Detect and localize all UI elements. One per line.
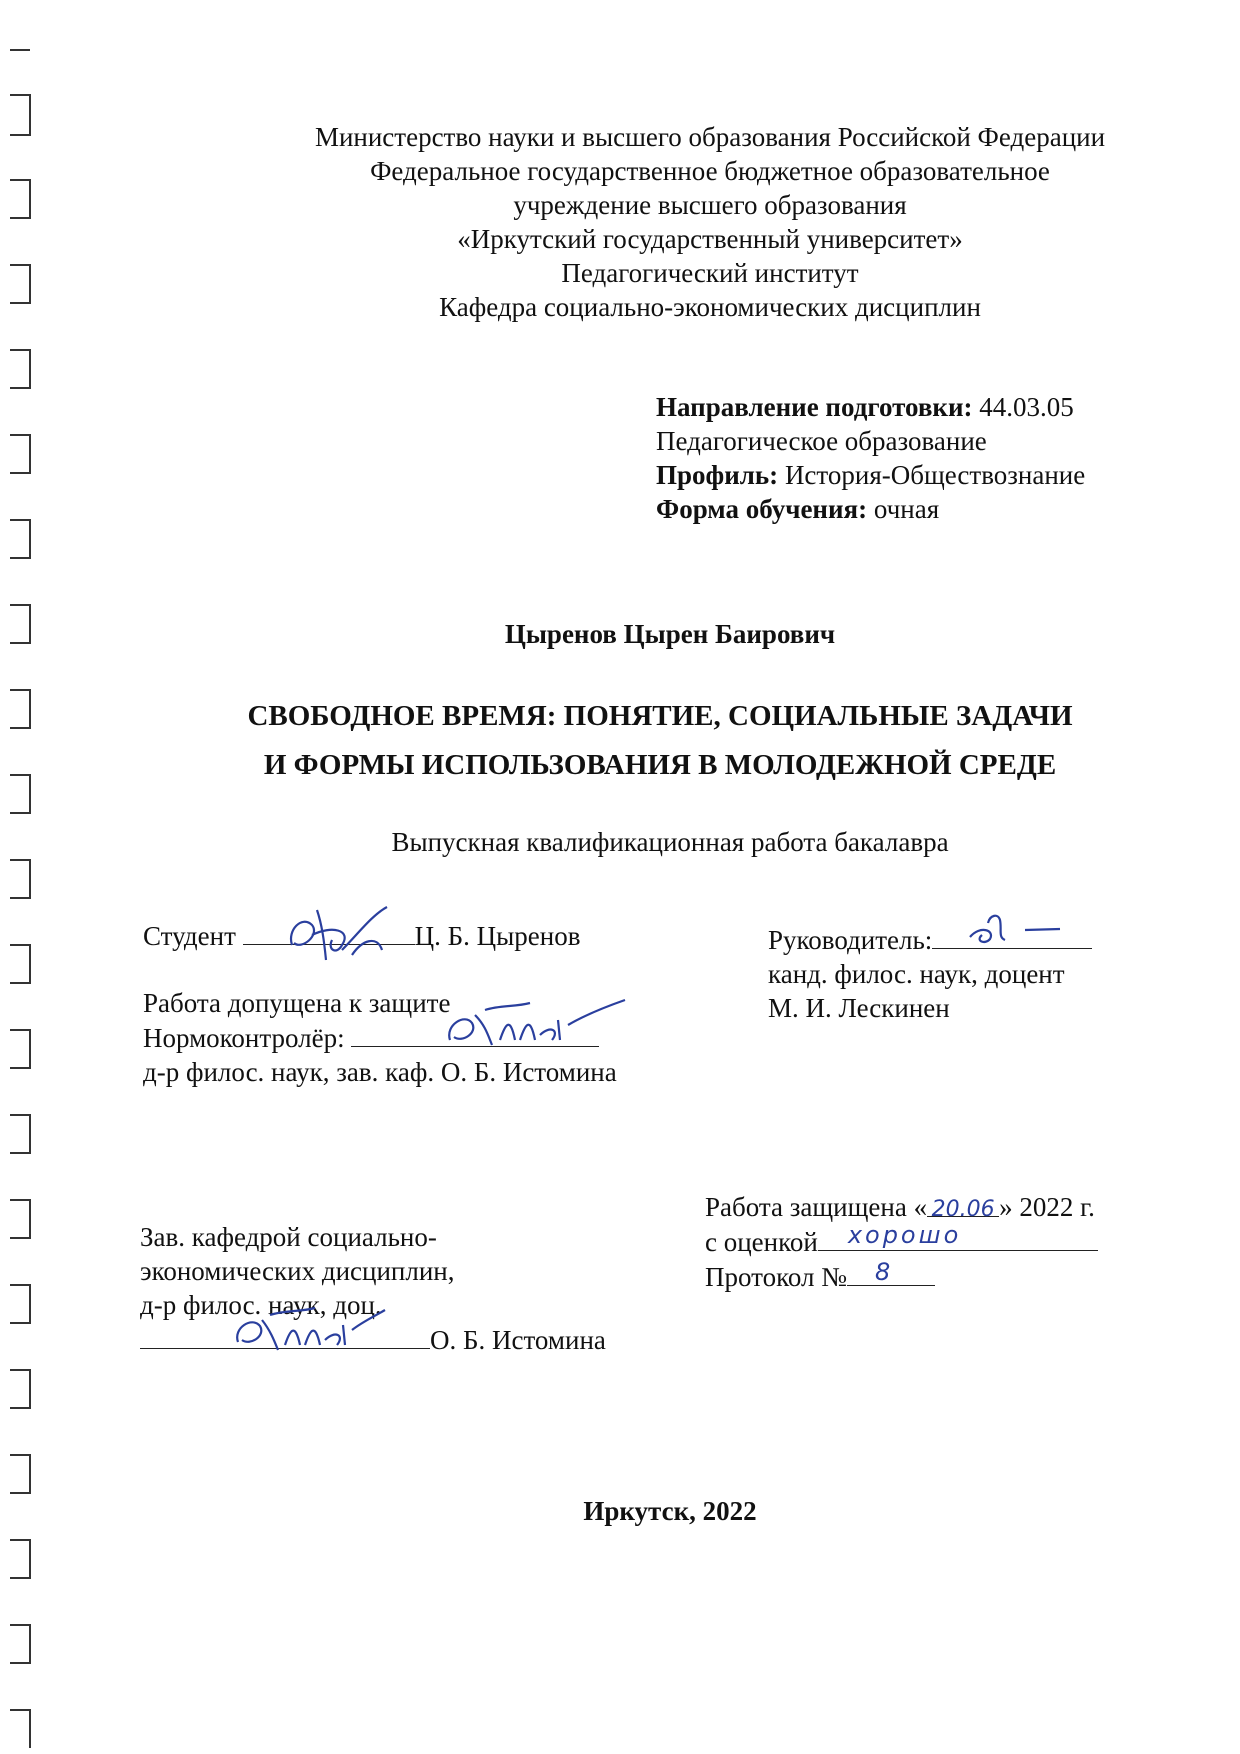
student-label: Студент xyxy=(143,921,243,951)
defense-date-suffix: » 2022 г. xyxy=(999,1192,1095,1222)
header-line-federal: Федеральное государственное бюджетное образовательное xyxy=(370,156,1050,186)
profile-label: Профиль: xyxy=(656,460,779,490)
direction-name: Педагогическое образование xyxy=(656,426,987,456)
thesis-title-line-2: И ФОРМЫ ИСПОЛЬЗОВАНИЯ В МОЛОДЕЖНОЙ СРЕДЕ xyxy=(263,749,1057,781)
header-line-university: «Иркутский государственный университет» xyxy=(457,224,963,254)
header-line-institute: Педагогический институт xyxy=(561,258,859,288)
supervisor-signature xyxy=(960,905,1070,950)
head-position-line-1: Зав. кафедрой социально- xyxy=(140,1222,437,1252)
defense-date-prefix: Работа защищена « xyxy=(705,1192,928,1222)
supervisor-label: Руководитель: xyxy=(768,925,933,955)
admission-text: Работа допущена к защите xyxy=(143,988,451,1018)
normcontrol-person: д-р филос. наук, зав. каф. О. Б. Истомина xyxy=(143,1057,617,1087)
supervisor-name: М. И. Лескинен xyxy=(768,993,950,1023)
protocol-field xyxy=(847,1259,935,1286)
defense-date-handwritten: 20.06 xyxy=(931,1197,995,1222)
head-position-line-2: экономических дисциплин, xyxy=(140,1256,455,1286)
profile-value: История-Обществознание xyxy=(778,460,1086,490)
work-type: Выпускная квалификационная работа бакалавра xyxy=(391,827,949,857)
study-form-label: Форма обучения: xyxy=(656,494,868,524)
normcontrol-label: Нормоконтролёр: xyxy=(143,1023,352,1053)
grade-field xyxy=(818,1221,1098,1251)
binding-marks xyxy=(0,0,40,1754)
thesis-title xyxy=(180,692,1140,790)
direction-label: Направление подготовки: xyxy=(656,392,973,422)
protocol-label: Протокол № xyxy=(705,1262,847,1292)
head-degree: д-р филос. наук, доц. xyxy=(140,1290,382,1320)
author-name: Цыренов Цырен Баирович xyxy=(504,619,836,649)
supervisor-degree: канд. филос. наук, доцент xyxy=(768,959,1065,989)
grade-label: с оценкой xyxy=(705,1227,818,1257)
institution-header xyxy=(240,120,1180,324)
city-year: Иркутск, 2022 xyxy=(583,1496,757,1526)
study-form-value: очная xyxy=(867,494,940,524)
direction-code: 44.03.05 xyxy=(972,392,1074,422)
student-signature xyxy=(282,905,392,965)
thesis-title-line-1: СВОБОДНОЕ ВРЕМЯ: ПОНЯТИЕ, СОЦИАЛЬНЫЕ ЗАДАЧИ xyxy=(247,700,1073,732)
header-line-institution-type: учреждение высшего образования xyxy=(513,190,907,220)
protocol-handwritten: 8 xyxy=(874,1258,891,1286)
program-info xyxy=(656,390,1085,526)
head-name: О. Б. Истомина xyxy=(430,1325,606,1355)
student-name: Ц. Б. Цыренов xyxy=(414,921,581,951)
header-line-ministry: Министерство науки и высшего образования Российской Федерации xyxy=(314,122,1106,152)
normcontrol-signature xyxy=(440,995,630,1055)
grade-handwritten: хорошо xyxy=(847,1221,962,1249)
defense-block xyxy=(705,1190,1098,1294)
head-signature xyxy=(230,1300,390,1360)
defense-date-field xyxy=(927,1190,999,1222)
header-line-department: Кафедра социально-экономических дисциплин xyxy=(439,292,981,322)
